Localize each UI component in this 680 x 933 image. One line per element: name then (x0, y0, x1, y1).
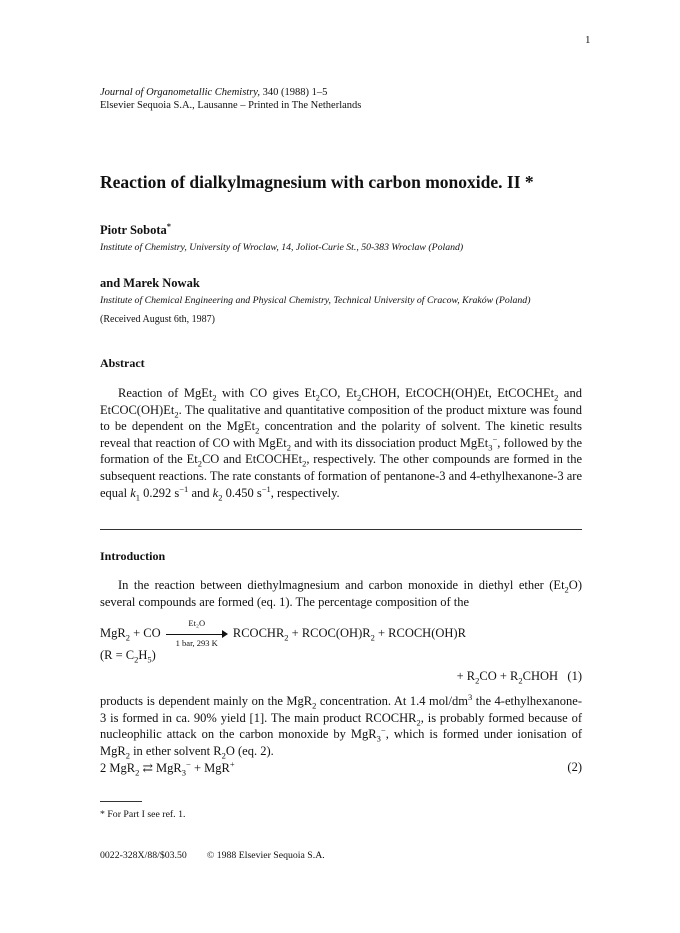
equation-1: MgR$_2$ + CO Et₂O 1 bar, 293 K $RCOCHR_2$ + $RCOC(OH)R_2$ + RCOCH(OH)R (100, 618, 466, 649)
abstract-heading: Abstract (100, 356, 145, 370)
copyright-line (100, 850, 325, 861)
journal-volume: 340 (1988) 1–5 (260, 87, 328, 98)
footnote: * For Part I see ref. 1. (100, 809, 186, 820)
copyright-notice: © 1988 Elsevier Sequoia S.A. (206, 850, 325, 861)
page-number: 1 (585, 34, 591, 46)
equation-2-number: (2) (567, 760, 582, 774)
paper-title: Reaction of dialkylmagnesium with carbon monoxide. II * (100, 172, 534, 192)
journal-name: Journal of Organometallic Chemistry, (100, 87, 261, 98)
affiliation-1: Institute of Chemistry, University of Wroclaw, 14, Joliot-Curie St., 50-383 Wroclaw (Poland) (100, 242, 464, 253)
affiliation-2: Institute of Chemical Engineering and Physical Chemistry, Technical University of Cracow, Kraków (Poland) (100, 295, 531, 306)
publisher-line: Elsevier Sequoia S.A., Lausanne – Printed in The Netherlands (100, 100, 362, 111)
received-date: (Received August 6th, 1987) (100, 314, 215, 325)
issn-code: 0022-328X/88/$03.50 (100, 850, 187, 861)
equation-1-number: (1) (567, 669, 582, 683)
r-definition: $(R = C_2H_5)$ (100, 648, 156, 665)
introduction-heading: Introduction (100, 549, 166, 563)
author-1 (100, 220, 172, 238)
section-divider (100, 529, 582, 530)
reaction-arrow (166, 618, 228, 649)
author-1-name: Piotr Sobota (100, 223, 167, 237)
introduction-paragraph-1: In the reaction between diethylmagnesium and carbon monoxide in diethyl ether $(Et_2O)$ several compounds are formed (eq. 1). The percentage composition of the (100, 578, 582, 609)
abstract-body: Reaction of MgEt$_2$ with CO gives $Et_2CO$, $Et_2CHOH$, EtCOCH(OH)Et, EtCOCHEt$_2$ and $EtCOC(OH)Et_2$. The qualitative and quantitative composition of the product mixture was found to be dependent on the MgEt$_2$ concentration and the polarity of solvent. The kinetic results reveal that reaction of CO with MgEt$_2$ and with its dissociation product MgEt$_3$−, followed by the formation of the $Et_2CO$ and EtCOCHEt$_2$, respectively. The other compounds are formed in the subsequent reactions. The rate constants of formation of pentanone-3 and 4-ethylhexanone-3 are equal $k_1$ 0.292 $s^{-1}$ and $k_2$ 0.450 $s^{-1}$, respectively. (100, 386, 582, 503)
paper-page: 1 Journal of Organometallic Chemistry, 340 (1988) 1–5 Elsevier Sequoia S.A., Lausanne – Printed in The Netherlands Reaction of dialkylmagnesium with carbon monoxide. II * Piotr Sobota* Institute of Chemistry, University of Wroclaw, 14, Joliot-Curie St., 50-383 Wroclaw (Poland) and Marek Nowak Institute of Chemical Engineering and Physical Chemistry, Technical University of Cracow, Kraków (Poland) (Received August 6th, 1987) Abstract Reaction of MgEt$_2$ with CO gives $Et_2CO$, $Et_2CHOH$, EtCOCH(OH)Et, EtCOCHEt$_2$ and $EtCOC(OH)Et_2$. The qualitative and quantitative composition of the product mixture was found to be dependent on the MgEt$_2$ concentration and the polarity of solvent. The kinetic results reveal that reaction of CO with MgEt$_2$ and with its dissociation product MgEt$_3$−, followed by the formation of the $Et_2CO$ and EtCOCHEt$_2$, respectively. The other compounds are formed in the subsequent reactions. The rate constants of formation of pentanone-3 and 4-ethylhexanone-3 are equal $k_1$ 0.292 $s^{-1}$ and $k_2$ 0.450 $s^{-1}$, respectively. Introduction In the reaction between diethylmagnesium and carbon monoxide in diethyl ether $(Et_2O)$ several compounds are formed (eq. 1). The percentage composition of the MgR$_2$ + CO Et₂O 1 bar, 293 K $RCOCHR_2$ + $RCOC(OH)R_2$ + RCOCH(OH)R $(R = C_2H_5)$ + $R_2CO$ + $R_2CHOH$ (1) products is dependent mainly on the MgR$_2$ concentration. At 1.4 mol/$dm^3$ the 4-ethylhexanone-3 is formed in ca. 90% yield [1]. The main product $RCOCHR_2$, is probably formed because of nucleophilic attack on the carbon monoxide by MgR$_3$−, which is formed under ionisation of MgR$_2$ in ether solvent $R_2O$ (eq. 2). 2 MgR$_2$ ⇄ MgR$_3$− + MgR+ (2) * For Part I see ref. 1. 0022-328X/88/$03.50 © 1988 Elsevier Sequoia S.A. (100, 34, 591, 861)
author-2: and Marek Nowak (100, 276, 200, 290)
corresponding-mark: * (166, 220, 172, 231)
equation-2: 2 MgR$_2$ ⇄ MgR$_3$− + MgR+ (2) (100, 758, 582, 778)
introduction-paragraph-2: products is dependent mainly on the MgR$_2$ concentration. At 1.4 mol/$dm^3$ the 4-ethylhexanone-3 is formed in ca. 90% yield [1]. The main product $RCOCHR_2$, is probably formed because of nucleophilic attack on the carbon monoxide by MgR$_3$−, which is formed under ionisation of MgR$_2$ in ether solvent $R_2O$ (eq. 2). (100, 691, 582, 761)
footnote-rule (100, 801, 142, 802)
journal-header (100, 86, 361, 112)
arrow-conditions: 1 bar, 293 K (175, 638, 218, 649)
arrow-solvent: Et₂O (188, 618, 206, 629)
